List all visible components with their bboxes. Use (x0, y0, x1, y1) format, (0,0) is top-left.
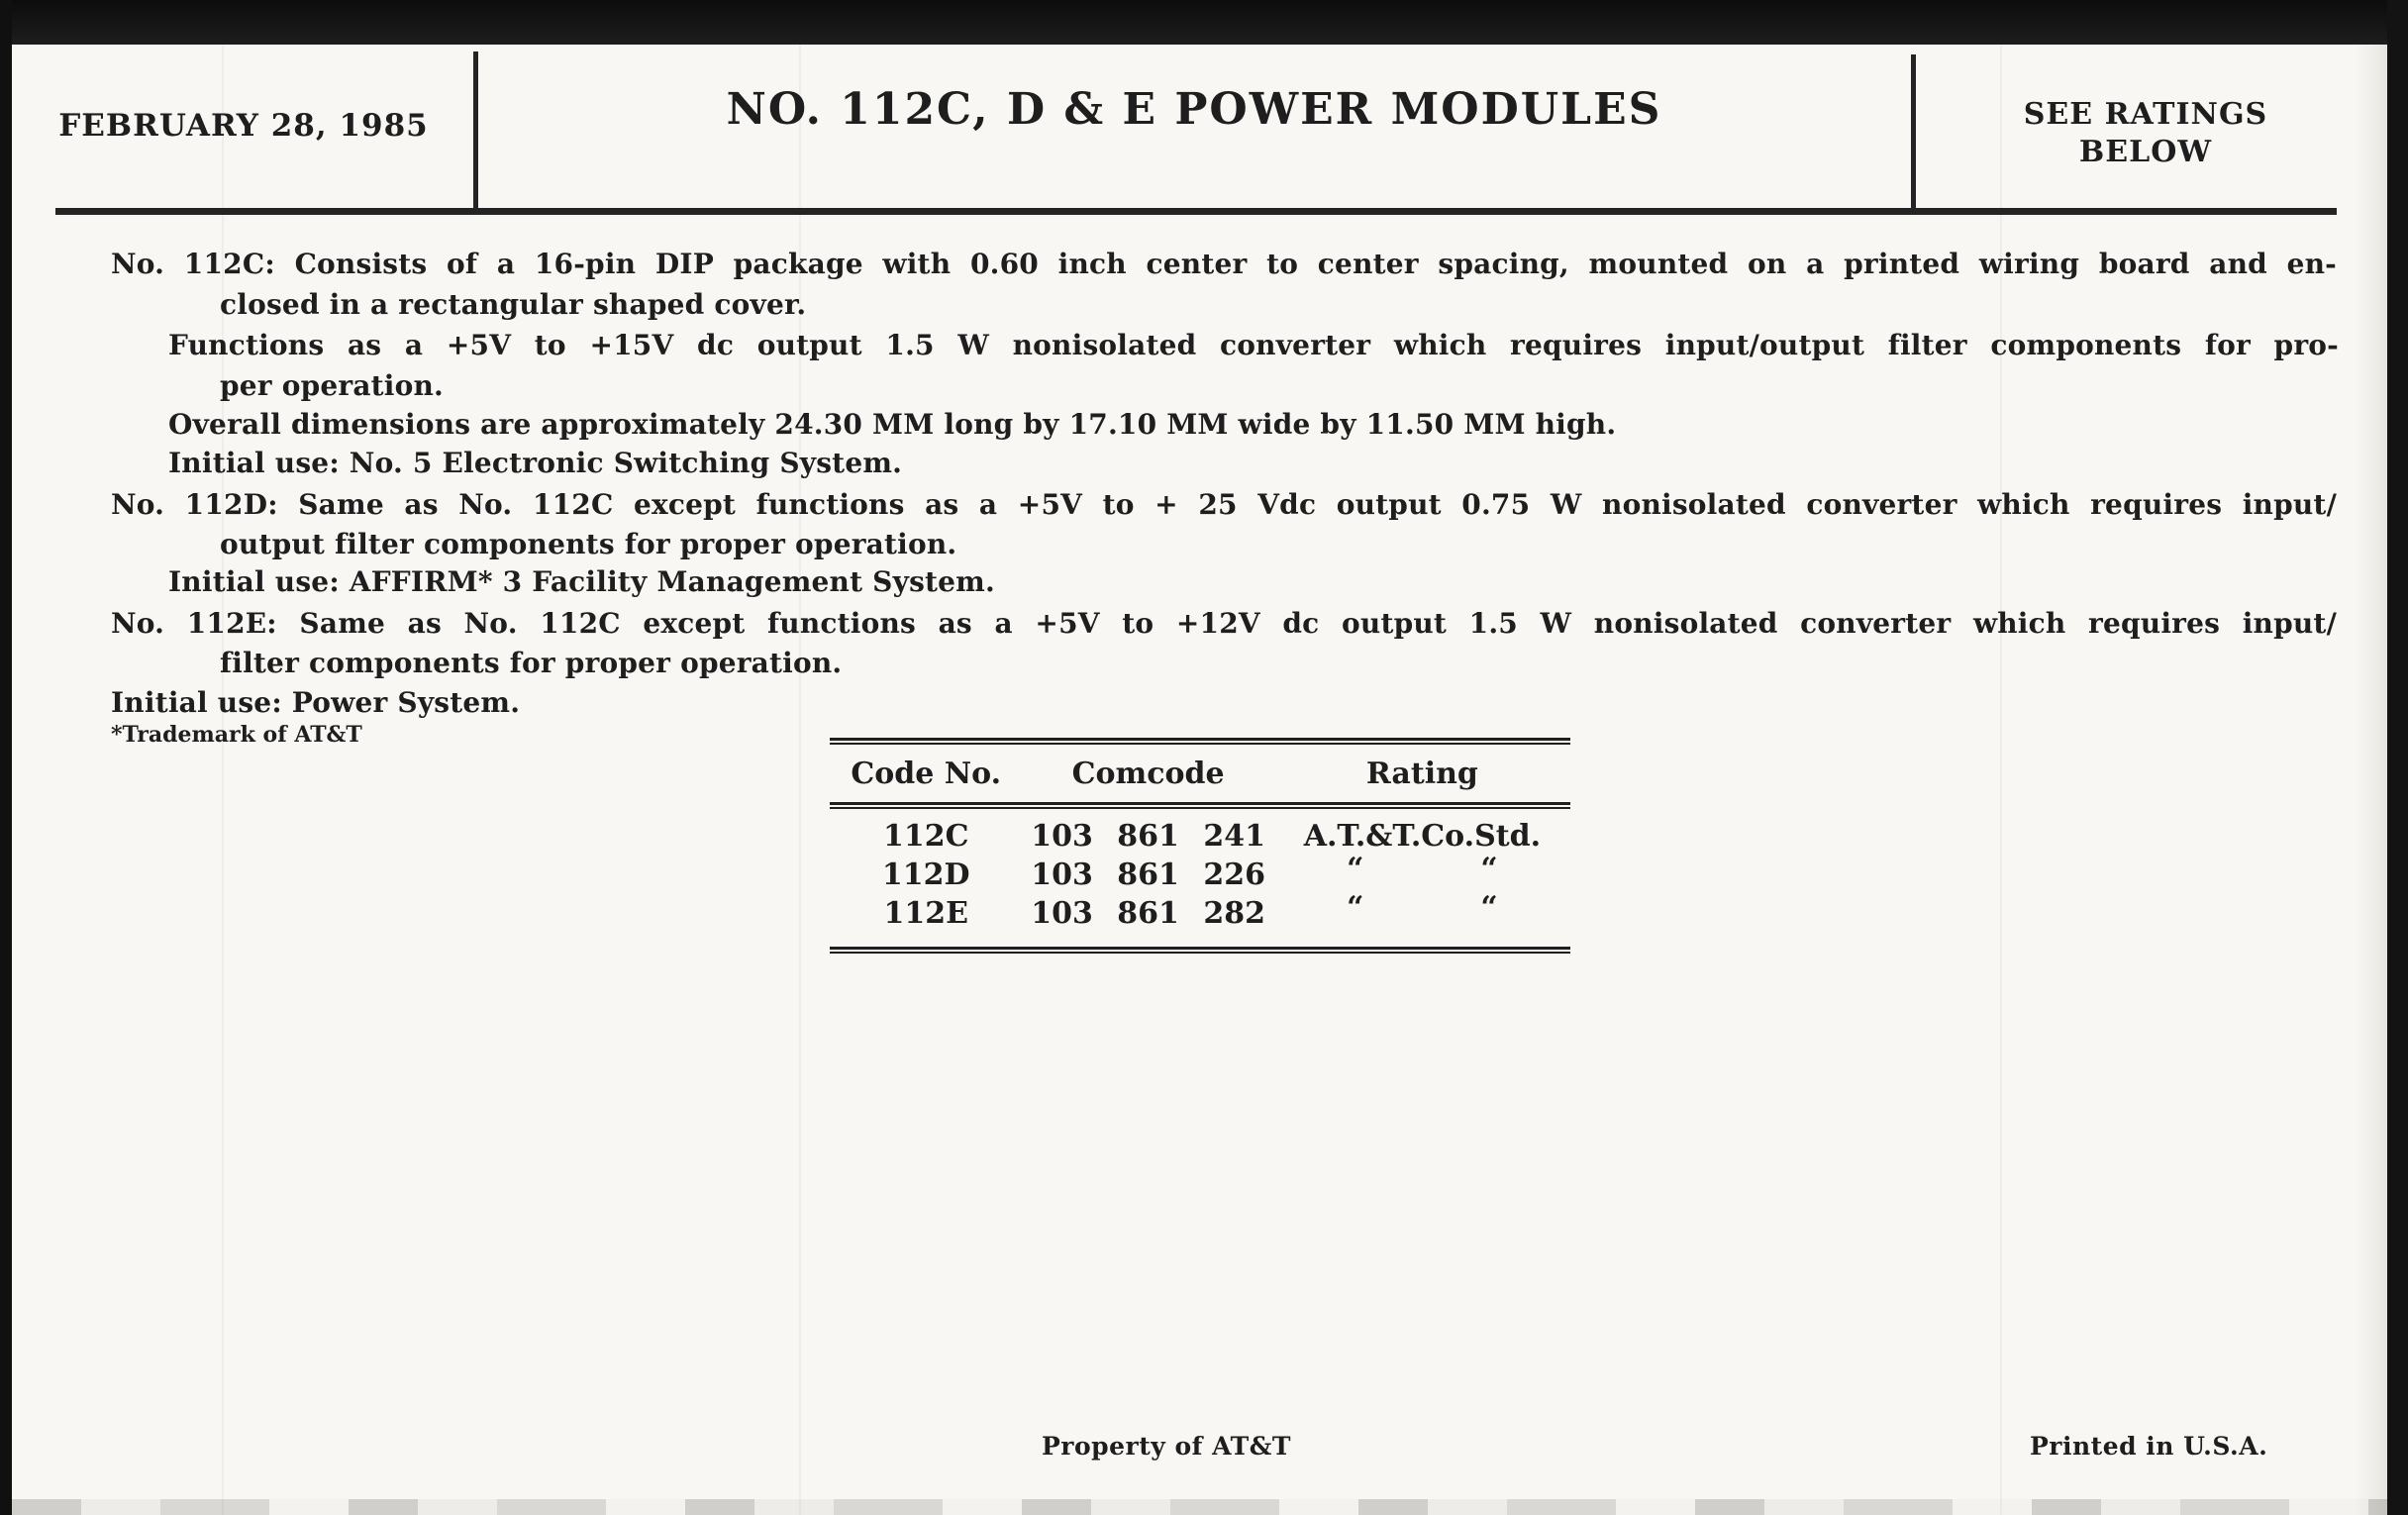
body-line: Functions as a +5V to +15V dc output 1.5 W nonisolated converter which requires input/output filter components for pro- (168, 329, 2339, 361)
cell-rating (1274, 851, 1570, 886)
ratings-note-line2: BELOW (2078, 135, 2213, 169)
column-header-rating: Rating (1365, 756, 1478, 791)
ditto-mark: “ (1347, 889, 1364, 925)
cell-code: 112E (883, 896, 968, 931)
body-line: Initial use: AFFIRM* 3 Facility Management System. (168, 565, 995, 598)
footer-printed-notice: Printed in U.S.A. (2030, 1432, 2268, 1461)
cell-rating (1274, 889, 1570, 925)
cell-comcode: 103 861 241 (1031, 819, 1265, 854)
ratings-note (1913, 96, 2378, 171)
trademark-note: *Trademark of AT&T (111, 722, 362, 748)
bottom-scan-edge (12, 1499, 2387, 1515)
ratings-table (830, 738, 1570, 954)
table-row (830, 817, 1570, 856)
column-header-code-no: Code No. (851, 756, 1002, 791)
header-divider-right (1911, 54, 1916, 210)
header-divider-left (473, 51, 478, 210)
body-line: filter components for proper operation. (220, 647, 843, 679)
body-line: closed in a rectangular shaped cover. (220, 288, 807, 321)
table-body (830, 809, 1570, 947)
header-rule (55, 208, 2337, 215)
body-line: Initial use: No. 5 Electronic Switching System. (168, 447, 903, 479)
top-scan-bar (0, 0, 2408, 45)
table-rule-top (830, 738, 1570, 745)
document-page (12, 45, 2387, 1515)
body-line: per operation. (220, 369, 445, 402)
cell-rating: A.T.&T.Co.Std. (1303, 819, 1542, 854)
body-line: No. 112E: Same as No. 112C except functions as a +5V to +12V dc output 1.5 W nonisolated converter which requires input/ (111, 607, 2337, 640)
cell-code: 112D (881, 858, 970, 892)
body-line: Initial use: Power System. (111, 686, 521, 719)
cell-comcode: 103 861 282 (1031, 896, 1265, 931)
body-line: No. 112D: Same as No. 112C except functions as a +5V to + 25 Vdc output 0.75 W nonisolated converter which requires input/ (111, 488, 2337, 521)
table-row (830, 889, 1570, 933)
cell-comcode: 103 861 226 (1031, 858, 1265, 892)
cell-code: 112C (882, 819, 969, 854)
ratings-note-line1: SEE RATINGS (2023, 97, 2268, 132)
column-header-comcode: Comcode (1071, 756, 1225, 791)
table-rule-bottom (830, 947, 1570, 954)
body-line: Overall dimensions are approximately 24.30 MM long by 17.10 MM wide by 11.50 MM high. (168, 408, 1617, 441)
document-date: FEBRUARY 28, 1985 (58, 108, 429, 144)
table-header-row (830, 745, 1570, 802)
table-rule-mid (830, 802, 1570, 809)
page-edge-shadow (2354, 45, 2387, 1515)
ditto-mark: “ (1480, 889, 1498, 925)
footer-property-notice: Property of AT&T (1042, 1432, 1291, 1461)
table-row (830, 851, 1570, 894)
left-scan-edge (0, 0, 12, 1515)
right-scan-edge (2387, 0, 2408, 1515)
body-line: No. 112C: Consists of a 16-pin DIP package with 0.60 inch center to center spacing, mounted on a printed wiring board and en- (111, 248, 2337, 280)
ditto-mark: “ (1480, 851, 1498, 886)
ditto-mark: “ (1347, 851, 1364, 886)
page-title: NO. 112C, D & E POWER MODULES (726, 84, 1662, 135)
body-line: output filter components for proper operation. (220, 528, 957, 560)
